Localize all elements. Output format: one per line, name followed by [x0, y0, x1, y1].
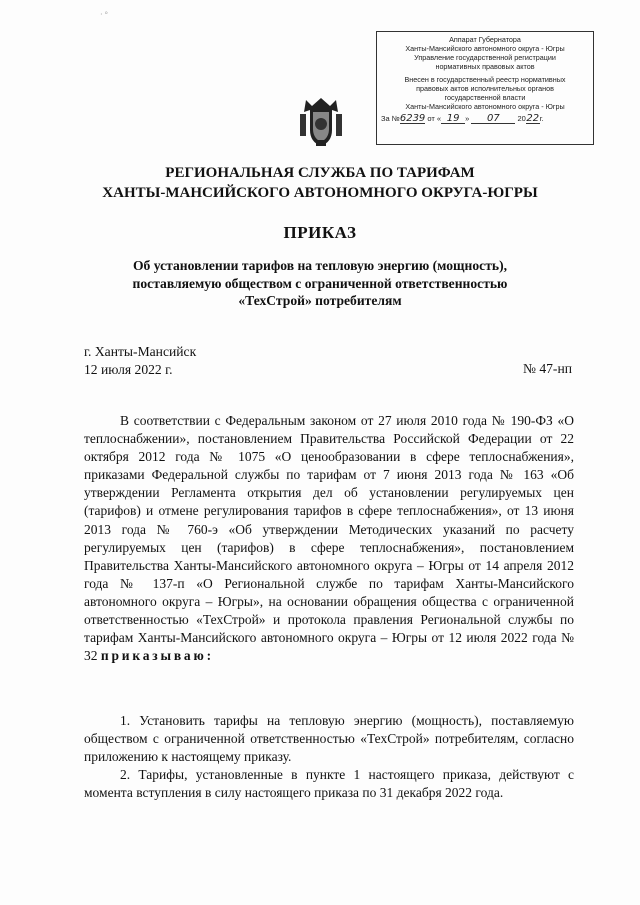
order-word: приказываю: [100, 648, 214, 664]
reg-month: 07 [471, 114, 515, 124]
order-item-1: 1. Установить тарифы на тепловую энергию (мощность), поставляемую обществом с ограниченной ответственностью «ТехСтрой» потребителям, согласно приложению к настоящему приказу. [84, 713, 574, 765]
document-number: № 47-нп [522, 361, 572, 376]
stamp-line: Аппарат Губернатора [449, 35, 521, 44]
scan-mark: · ° [100, 10, 108, 19]
org-line-1: РЕГИОНАЛЬНАЯ СЛУЖБА ПО ТАРИФАМ [165, 165, 475, 181]
stamp-line: Внесен в государственный реестр нормативных [404, 75, 566, 84]
document-type: ПРИКАЗ [283, 223, 357, 242]
coat-of-arms-icon [298, 96, 344, 148]
preamble-paragraph [84, 412, 574, 665]
subject-line-3: «ТехСтрой» потребителям [238, 293, 402, 308]
reg-day: 19 [441, 114, 465, 124]
preamble-text: В соответствии с Федеральным законом от 27 июля 2010 года № 190-ФЗ «О теплоснабжении», постановлением Правительства Российской Федерации от 22 октября 2012 года № 1075 «О ценообразовании в сфере теплоснабжения», приказами Федеральной службы по тарифам от 7 июня 2013 года № 163 «Об утверждении Регламента открытия дел об установлении регулируемых цен (тарифов) и отмене регулирования тарифов в сфере теплоснабжения», от 13 июня 2013 года № 760-э «Об утверждении Методических указаний по расчету регулируемых цен (тарифов) в сфере теплоснабжения», постановлением Правительства Ханты-Мансийского автономного округа – Югры от 14 апреля 2012 года № 137-п «О Региональной службе по тарифам Ханты-Мансийского автономного округа – Югры», на основании обращения общества с ограниченной ответственностью «ТехСтрой» и протокола правления Региональной службы по тарифам Ханты-Мансийского автономного округа – Югры от 12 июля 2022 года № 32 [84, 413, 574, 664]
reg-prefix: За № [381, 114, 400, 123]
reg-year-prefix: 20 [517, 114, 526, 123]
document-date: 12 июля 2022 г. [84, 362, 173, 377]
city: г. Ханты-Мансийск [84, 344, 197, 359]
document-subject [80, 257, 560, 310]
subject-line-2: поставляемую обществом с ограниченной ответственностью [132, 275, 508, 291]
org-line-2: ХАНТЫ-МАНСИЙСКОГО АВТОНОМНОГО ОКРУГА-ЮГРЫ [102, 185, 538, 201]
stamp-line: государственной власти [444, 93, 526, 102]
stamp-registration-line [381, 114, 589, 124]
order-item-2: 2. Тарифы, установленные в пункте 1 настоящего приказа, действуют с момента вступления в силу настоящего приказа по 31 декабря 2022 года. [84, 767, 574, 801]
reg-suffix: г. [539, 114, 544, 123]
reg-from: от « [427, 114, 442, 123]
stamp-line: Управление государственной регистрации [414, 53, 556, 62]
place-and-date [84, 343, 196, 379]
reg-mid: » [465, 114, 470, 123]
stamp-line: нормативных правовых актов [435, 62, 535, 71]
stamp-line: Ханты-Мансийского автономного округа - Югры [405, 44, 565, 53]
stamp-line: Ханты-Мансийского автономного округа - Югры [405, 102, 565, 111]
organization-name [60, 163, 580, 203]
reg-year: 22 [526, 113, 540, 124]
reg-number: 6239 [399, 113, 426, 124]
stamp-line: правовых актов исполнительных органов [416, 84, 554, 93]
registration-stamp [376, 31, 594, 145]
subject-line-1: Об установлении тарифов на тепловую энергию (мощность), [132, 258, 507, 273]
